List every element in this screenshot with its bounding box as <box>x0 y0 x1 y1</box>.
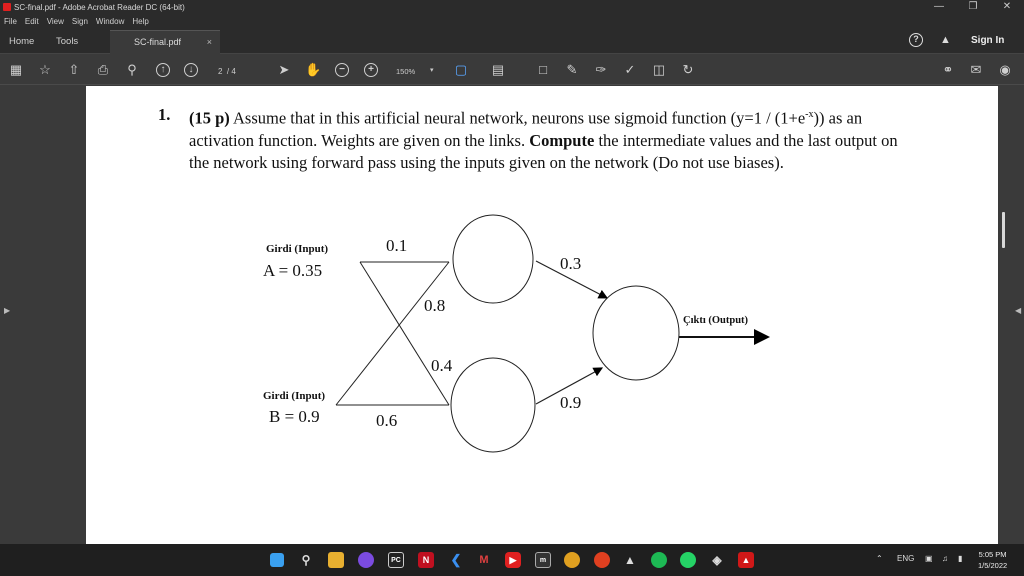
app-orange-icon[interactable] <box>594 552 610 568</box>
question-number: 1. <box>158 105 171 124</box>
menu-help[interactable]: Help <box>132 16 149 26</box>
stamp-icon[interactable]: ✓ <box>624 62 636 77</box>
hidden-node-1 <box>453 215 533 303</box>
clock[interactable] <box>978 549 1007 571</box>
zoom-dropdown-icon[interactable]: ▾ <box>430 67 434 74</box>
vscode-icon[interactable]: ❮ <box>450 552 462 567</box>
windows-taskbar <box>0 544 1024 576</box>
menu-file[interactable]: File <box>4 16 17 26</box>
minimize-button[interactable]: — <box>934 1 944 12</box>
rotate-icon[interactable]: ↻ <box>682 62 694 77</box>
search-taskbar-icon[interactable]: ⚲ <box>301 553 311 567</box>
tab-document[interactable] <box>110 30 220 54</box>
window-title: SC-final.pdf - Adobe Acrobat Reader DC (64-bit) <box>14 2 185 12</box>
input-a-label: Girdi (Input) <box>266 243 329 255</box>
pycharm-icon[interactable]: PC <box>388 552 404 568</box>
menu-sign[interactable]: Sign <box>71 16 88 26</box>
question-text-b: )) as an activation function. Weights are given on the links. <box>189 108 863 150</box>
email-icon[interactable]: ✉ <box>970 62 982 77</box>
menu-view[interactable]: View <box>46 16 64 26</box>
page-total: / 4 <box>226 67 236 76</box>
right-panel-toggle-icon[interactable]: ◀ <box>1015 306 1022 315</box>
share-upload-icon[interactable]: ⇧ <box>68 62 80 77</box>
document-viewer[interactable] <box>0 86 1024 544</box>
question-text-a: Assume that in this artificial neural network, neurons use sigmoid function (y=1 / (1+e <box>229 108 806 128</box>
link-a-h2 <box>360 262 449 405</box>
title-bar <box>0 0 1024 14</box>
document-tab-label: SC-final.pdf <box>134 37 182 47</box>
netflix-icon[interactable]: N <box>418 552 434 568</box>
language-indicator[interactable]: ENG <box>897 554 915 563</box>
pdf-page <box>86 86 998 544</box>
account-search-icon[interactable]: ◉ <box>999 62 1011 77</box>
search-zoom-icon[interactable]: ⚲ <box>127 62 137 77</box>
restore-button[interactable]: ❐ <box>968 1 978 12</box>
zoom-in-icon[interactable]: + <box>364 63 378 77</box>
whatsapp-icon[interactable] <box>680 552 696 568</box>
hand-tool-icon[interactable]: ✋ <box>305 62 322 77</box>
weight-a-h2: 0.8 <box>424 296 446 315</box>
toolbar <box>0 55 1024 85</box>
tab-bar <box>0 28 1024 54</box>
vertical-scrollbar[interactable] <box>1002 212 1005 248</box>
network-icon[interactable]: ▣ <box>925 554 933 563</box>
delete-icon[interactable]: ◫ <box>652 62 666 77</box>
window-controls <box>922 0 1024 14</box>
link-icon[interactable]: ⚭ <box>942 62 954 77</box>
select-cursor-icon[interactable]: ➤ <box>278 62 290 77</box>
clock-date: 1/5/2022 <box>978 561 1008 570</box>
battery-icon[interactable]: ▮ <box>958 554 963 563</box>
notification-bell-icon[interactable]: ▲ <box>940 34 951 46</box>
print-icon[interactable]: ⎙ <box>97 62 109 77</box>
weight-b-h1: 0.4 <box>431 356 453 375</box>
menu-window[interactable]: Window <box>95 16 125 26</box>
chrome-icon[interactable] <box>564 552 580 568</box>
output-label: Çıktı (Output) <box>683 315 749 326</box>
linux-icon[interactable]: ▲ <box>624 553 636 567</box>
save-icon[interactable]: ▦ <box>9 62 23 77</box>
app-cube-icon[interactable]: ◈ <box>712 553 722 567</box>
menu-edit[interactable]: Edit <box>24 16 39 26</box>
tab-home[interactable]: Home <box>9 36 35 47</box>
close-tab-icon[interactable]: × <box>206 37 212 47</box>
output-node <box>593 286 679 380</box>
spotify-icon[interactable] <box>651 552 667 568</box>
page-indicator[interactable] <box>218 67 236 76</box>
tray-chevron-icon[interactable]: ⌃ <box>876 554 883 563</box>
start-windows-icon[interactable] <box>270 553 284 567</box>
app-purple-icon[interactable] <box>358 552 374 568</box>
bookmark-star-icon[interactable]: ☆ <box>39 62 51 77</box>
highlight-pen-icon[interactable]: ✎ <box>566 62 578 77</box>
page-fit-icon[interactable]: ▢ <box>454 62 468 77</box>
clock-time: 5:05 PM <box>978 550 1007 559</box>
neural-network-diagram <box>86 86 998 544</box>
sign-icon[interactable]: ✑ <box>595 62 607 77</box>
file-explorer-icon[interactable] <box>328 552 344 568</box>
weight-h1-out: 0.3 <box>560 254 582 273</box>
hidden-node-2 <box>451 358 535 452</box>
input-a-value: A = 0.35 <box>263 261 323 280</box>
question-superscript: -x <box>805 109 814 120</box>
youtube-icon[interactable]: ▶ <box>505 552 521 568</box>
input-b-label: Girdi (Input) <box>263 390 326 402</box>
weight-a-h1: 0.1 <box>386 236 408 255</box>
acrobat-icon <box>3 3 11 11</box>
zoom-out-icon[interactable]: − <box>335 63 349 77</box>
link-b-h1 <box>336 262 449 405</box>
gmail-icon[interactable]: M <box>479 554 489 566</box>
close-button[interactable]: ✕ <box>1002 1 1012 12</box>
input-b-value: B = 0.9 <box>269 407 320 426</box>
page-current[interactable]: 2 <box>218 67 223 76</box>
tab-tools[interactable]: Tools <box>56 36 79 47</box>
volume-icon[interactable]: ♫ <box>942 554 948 563</box>
weight-h2-out: 0.9 <box>560 393 582 412</box>
comment-icon[interactable]: □ <box>539 62 547 77</box>
question-text-c: the intermediate values and the last output on the network using forward pass using the inputs given on the network (Do not use biases). <box>189 130 898 172</box>
next-page-icon[interactable]: ↓ <box>184 63 198 77</box>
acrobat-taskbar-icon[interactable]: ▲ <box>738 552 754 568</box>
previous-page-icon[interactable]: ↑ <box>156 63 170 77</box>
weight-b-h2: 0.6 <box>376 411 398 430</box>
zoom-level[interactable]: 150% <box>396 67 416 76</box>
scroll-mode-icon[interactable]: ▤ <box>491 62 505 77</box>
sign-in-button[interactable]: Sign In <box>971 35 1005 46</box>
help-icon[interactable]: ? <box>909 33 923 47</box>
menu-bar <box>0 14 1024 28</box>
question-bold-word: Compute <box>529 130 595 150</box>
question-points: (15 p) <box>189 108 230 128</box>
app-dark-icon[interactable]: m <box>535 552 551 568</box>
left-panel-toggle-icon[interactable]: ▶ <box>4 306 11 315</box>
